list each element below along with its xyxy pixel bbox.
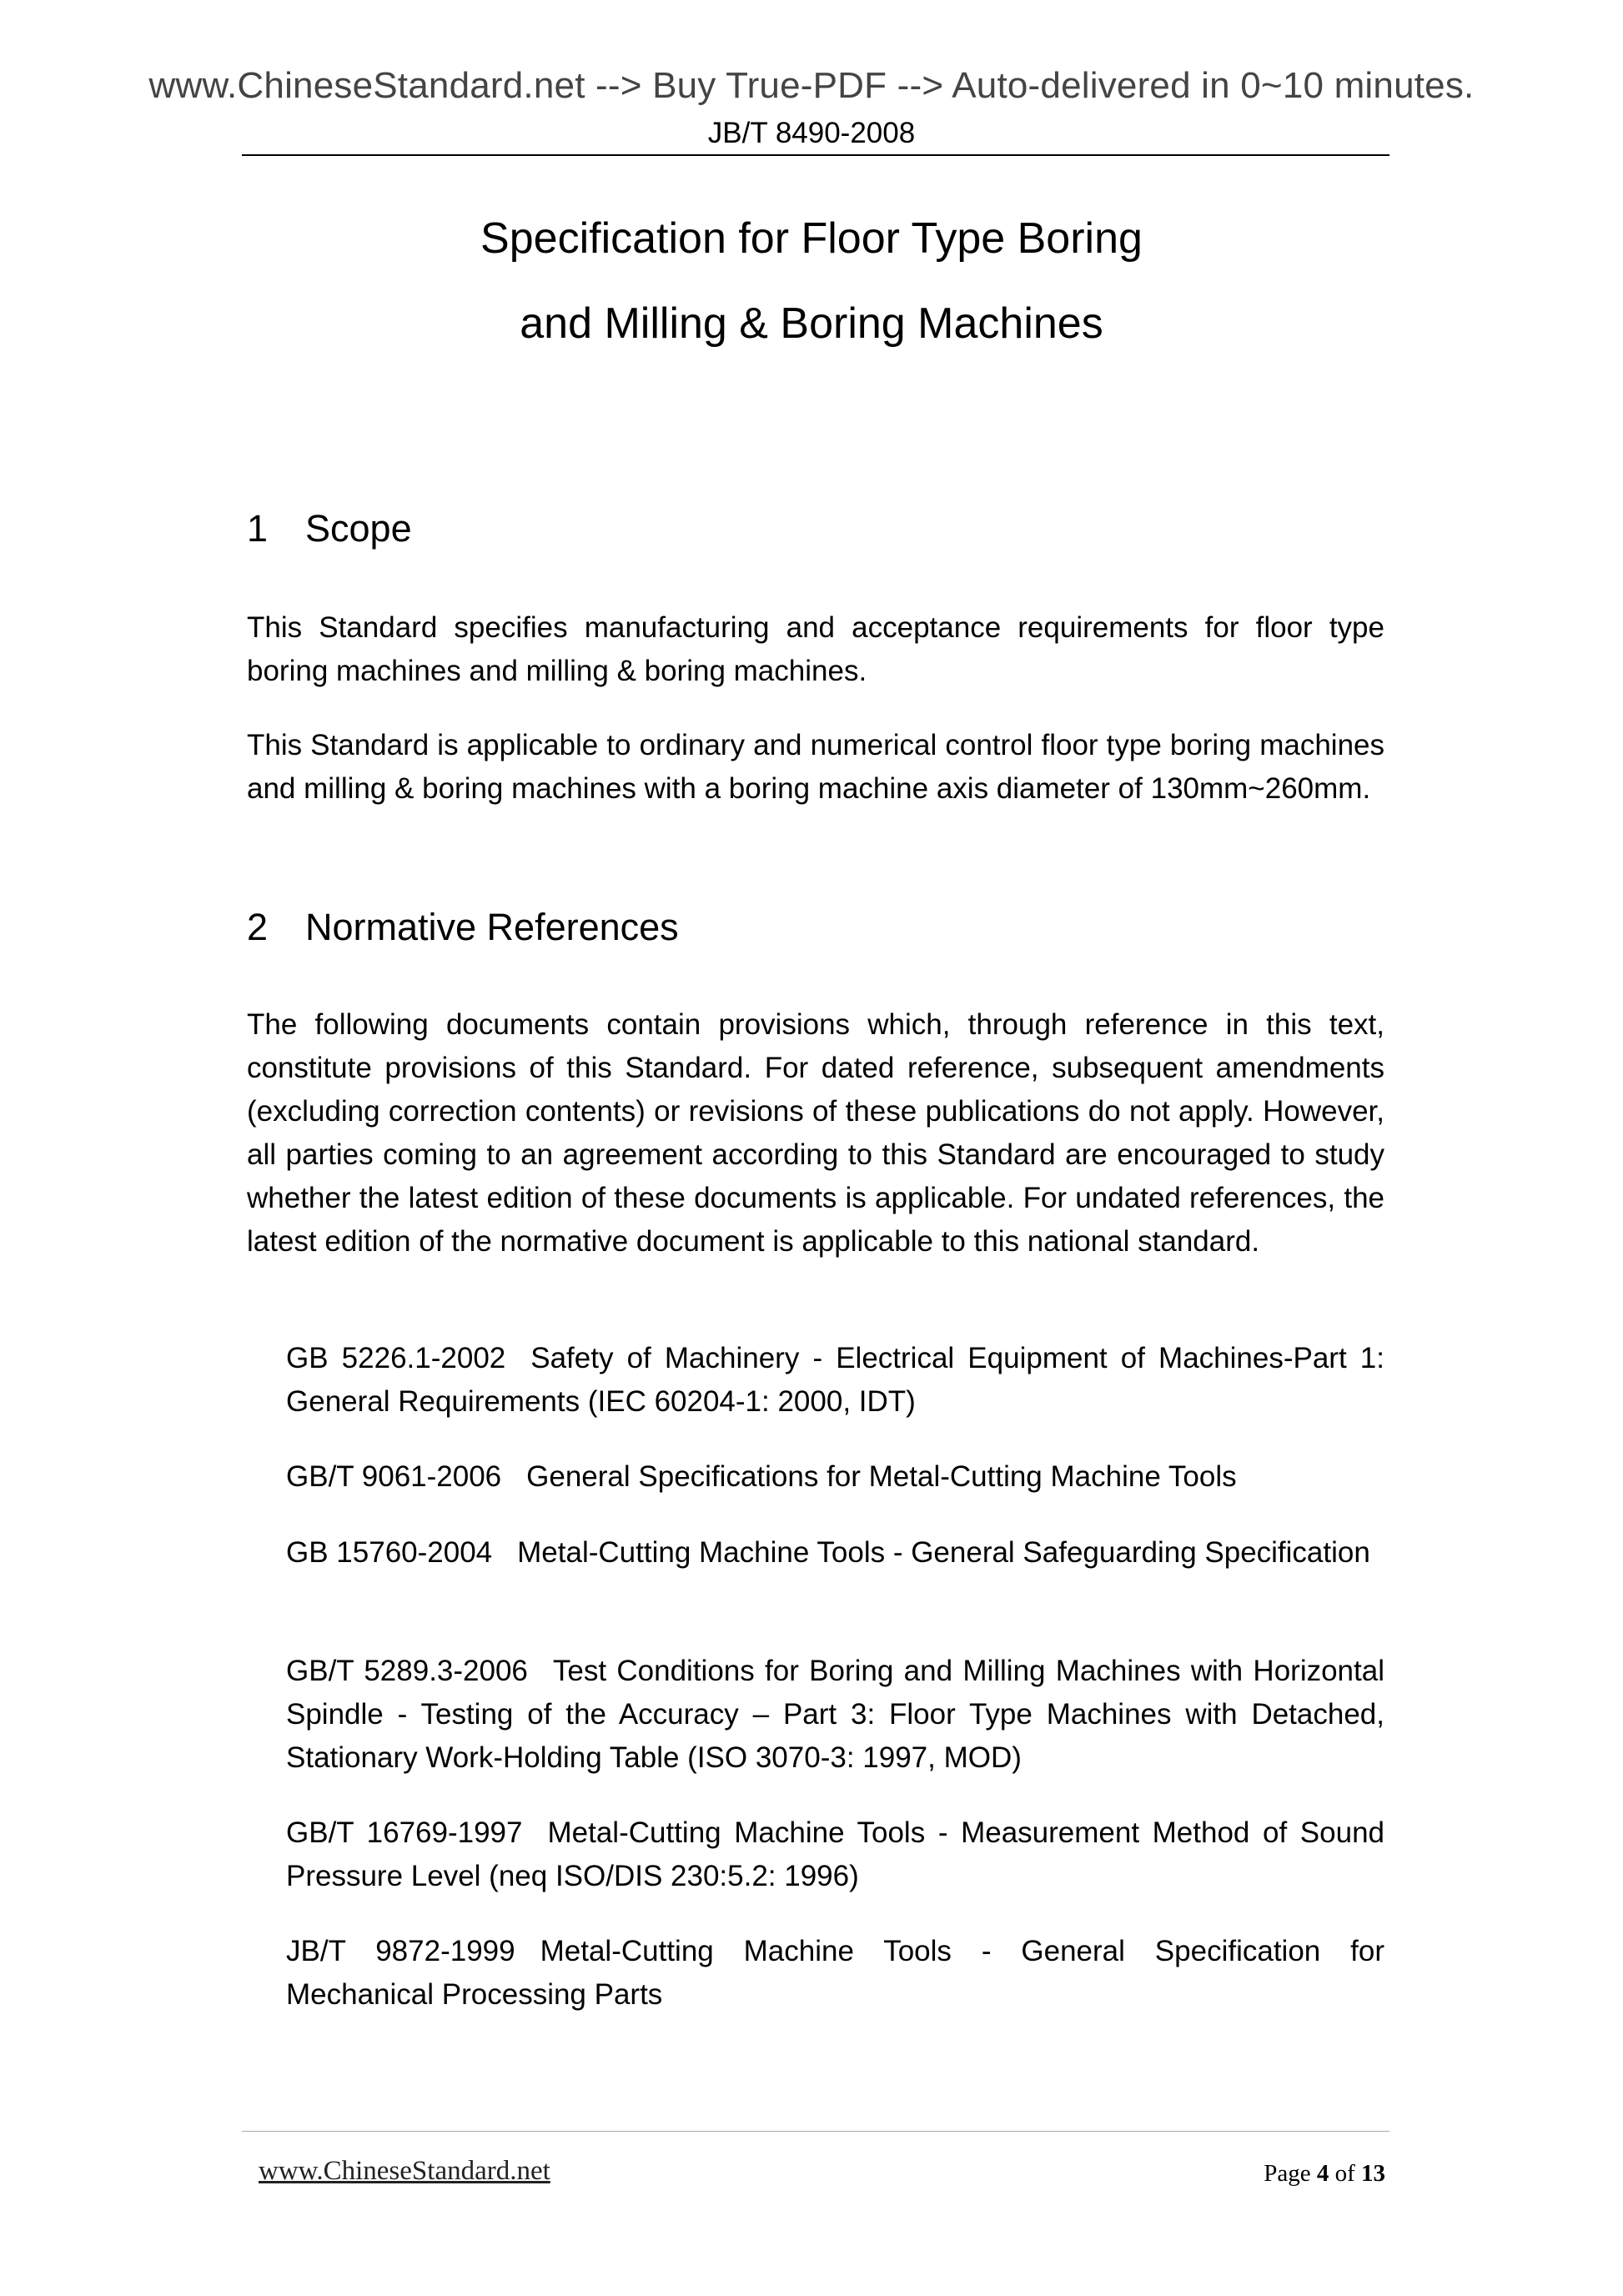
header-divider: [242, 154, 1389, 156]
reference-code: GB/T 5289.3-2006: [286, 1655, 528, 1687]
section-title: Scope: [305, 507, 412, 550]
footer-divider: [242, 2131, 1389, 2132]
header-banner: www.ChineseStandard.net --> Buy True-PDF --> Auto-delivered in 0~10 minutes.: [148, 65, 1475, 106]
page-of: of: [1334, 2160, 1355, 2187]
reference-item: [286, 1455, 1384, 1499]
reference-item: [286, 1337, 1384, 1424]
document-title-line-2: and Milling & Boring Machines: [520, 299, 1103, 348]
scope-paragraph: This Standard specifies manufacturing and acceptance requirements for floor type boring machines and milling & boring machines.: [247, 611, 1384, 687]
reference-code: GB 15760-2004: [286, 1536, 493, 1569]
section-number: 2: [247, 906, 269, 948]
section-heading-scope: [247, 507, 412, 550]
normative-references-paragraph: The following documents contain provisions which, through reference in this text, constitute provisions of this Standard. For dated reference, subsequent amendments (excluding correction contents) or revisions of these publications do not apply. However, all parties coming to an agreement according to this Standard are encouraged to study whether the latest edition of these documents is applicable. For undated references, the latest edition of the normative document is applicable to this national standard.: [247, 1008, 1384, 1258]
reference-title: General Specifications for Metal-Cutting Machine Tools: [526, 1460, 1237, 1493]
document-title-line-1: Specification for Floor Type Boring: [480, 214, 1143, 263]
section-heading-normative-references: [247, 906, 679, 949]
reference-title: Metal-Cutting Machine Tools - General Safeguarding Specification: [517, 1536, 1370, 1569]
scope-paragraph: This Standard is applicable to ordinary and numerical control floor type boring machines and milling & boring machines with a boring machine axis diameter of 130mm~260mm.: [247, 729, 1384, 805]
reference-item: [286, 1930, 1384, 2017]
reference-code: GB/T 9061-2006: [286, 1460, 502, 1493]
reference-code: GB 5226.1-2002: [286, 1342, 506, 1374]
page-total: 13: [1361, 2160, 1385, 2187]
footer-website-link[interactable]: www.ChineseStandard.net: [259, 2156, 550, 2186]
page-label: Page: [1264, 2160, 1311, 2187]
reference-item: [286, 1650, 1384, 1780]
reference-title: Metal-Cutting Machine Tools - Measurement Method of Sound Pressure Level (neq ISO/DIS 230:5.2: 1996): [286, 1816, 1384, 1892]
reference-title: Safety of Machinery - Electrical Equipment of Machines-Part 1: General Requirements (IEC 60204-1: 2000, IDT): [286, 1342, 1384, 1418]
reference-item: [286, 1531, 1384, 1575]
reference-code: GB/T 16769-1997: [286, 1816, 523, 1849]
section-number: 1: [247, 507, 269, 550]
page-current: 4: [1316, 2160, 1329, 2187]
section-title: Normative References: [305, 906, 679, 948]
reference-item: [286, 1811, 1384, 1898]
document-code: JB/T 8490-2008: [707, 117, 916, 149]
reference-title: Metal-Cutting Machine Tools - General Specification for Mechanical Processing Parts: [286, 1935, 1385, 2011]
reference-code: JB/T 9872-1999: [286, 1935, 515, 1967]
reference-title: Test Conditions for Boring and Milling Machines with Horizontal Spindle - Testing of the Accuracy – Part 3: Floor Type Machines with Detached, Stationary Work-Holding Table (ISO 3070-3: 1997, MOD): [286, 1655, 1384, 1774]
page-indicator: [1264, 2160, 1385, 2188]
